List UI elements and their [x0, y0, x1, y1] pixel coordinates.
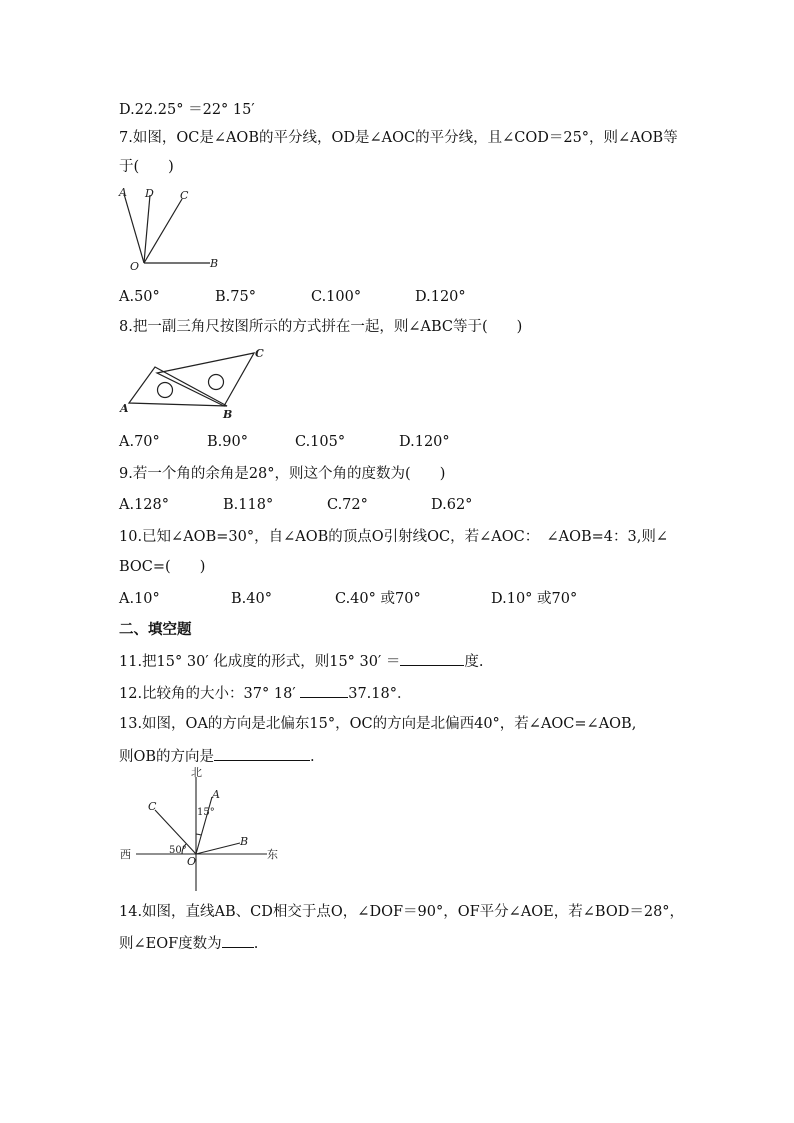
section-fill-in-title: 二、填空题 [119, 621, 192, 638]
q13-ray-oa [196, 797, 212, 854]
q7-label-b: B [210, 257, 219, 270]
q13-stem-line1: 13.如图，OA的方向是北偏东15°，OC的方向是北偏西40°，若∠AOC=∠AOB, [119, 716, 637, 732]
q11-answer-blank[interactable] [400, 650, 464, 666]
q7-ray-od [144, 195, 150, 263]
q14-answer-blank[interactable] [222, 932, 254, 948]
q11-text-before: 11.把15° 30′ 化成度的形式，则15° 30′ ＝ [119, 654, 401, 670]
q9-option-b: B.118° [223, 497, 274, 513]
q9-stem: 9.若一个角的余角是28°，则这个角的度数为( ) [119, 466, 446, 482]
q13-text-after: . [310, 749, 315, 765]
q7-option-a: A.50° [119, 289, 160, 305]
q8-figure [117, 343, 272, 423]
q14-stem-line2 [119, 932, 258, 954]
q13-arc-15 [196, 834, 201, 835]
q13-label-west: 西 [120, 848, 131, 861]
q8-stem: 8.把一副三角尺按图所示的方式拼在一起，则∠ABC等于( ) [119, 319, 523, 335]
q10-option-c: C.40° 或70° [335, 591, 421, 607]
q7-label-o: O [130, 260, 140, 273]
q8-option-c: C.105° [295, 434, 346, 450]
q13-label-o: O [187, 855, 197, 868]
q13-label-east: 东 [267, 848, 278, 861]
q13-answer-blank[interactable] [214, 745, 310, 761]
q13-label-50deg: 50° [169, 845, 187, 856]
q8-triangle-right [157, 353, 254, 406]
q8-circle-left [158, 383, 173, 398]
q13-label-c: C [148, 800, 157, 813]
q8-circle-right [209, 375, 224, 390]
q13-label-b: B [240, 835, 249, 848]
q13-label-15deg: 15° [197, 807, 215, 818]
q8-option-b: B.90° [207, 434, 248, 450]
q14-stem-line1: 14.如图，直线AB、CD相交于点O，∠DOF＝90°，OF平分∠AOE，若∠BOD＝28°， [119, 904, 685, 920]
q7-label-d: D [145, 187, 154, 200]
q7-figure [115, 183, 230, 273]
q7-label-c: C [180, 189, 189, 202]
q7-option-d: D.120° [415, 289, 466, 305]
q10-option-b: B.40° [231, 591, 272, 607]
q10-stem-line1: 10.已知∠AOB=30°，自∠AOB的顶点O引射线OC，若∠AOC： ∠AOB=4：3,则∠ [119, 529, 668, 545]
q12-text-before: 12.比较角的大小：37° 18′ [119, 686, 301, 702]
q13-text-before: 则OB的方向是 [119, 749, 215, 765]
q11-text-after: 度. [464, 654, 484, 670]
q6-option-d: D.22.25° ＝22° 15′ [119, 102, 255, 118]
q13-compass-figure [117, 765, 287, 893]
q13-stem-line2 [119, 745, 315, 767]
q13-label-north: 北 [191, 766, 202, 779]
q12-stem [119, 682, 412, 704]
q7-ray-oa [124, 194, 144, 263]
q9-option-a: A.128° [119, 497, 170, 513]
q10-option-d: D.10° 或70° [491, 591, 578, 607]
q14-text-after: . [253, 936, 259, 952]
q8-option-a: A.70° [119, 434, 160, 450]
q7-label-a: A [119, 186, 127, 199]
q8-label-a: A [120, 402, 129, 415]
q13-label-a: A [212, 788, 220, 801]
q11-stem [119, 650, 484, 672]
q9-option-d: D.62° [431, 497, 473, 513]
q8-label-b: B [223, 408, 233, 421]
q10-option-a: A.10° [119, 591, 160, 607]
q10-stem-line2: BOC=( ) [119, 559, 206, 575]
q7-option-c: C.100° [311, 289, 362, 305]
q7-stem-line2: 于( ) [119, 159, 174, 175]
q9-option-c: C.72° [327, 497, 368, 513]
q7-option-b: B.75° [215, 289, 256, 305]
q8-option-d: D.120° [399, 434, 450, 450]
q12-text-after: 37.18°． [348, 686, 412, 702]
q12-answer-blank[interactable] [300, 682, 348, 698]
q8-label-c: C [255, 347, 264, 360]
q7-stem-line1: 7.如图，OC是∠AOB的平分线，OD是∠AOC的平分线，且∠COD＝25°，则∠AOB等 [119, 130, 678, 146]
q14-text-before: 则∠EOF度数为 [119, 936, 222, 952]
q7-ray-oc [144, 199, 182, 263]
q13-ray-ob [196, 843, 240, 854]
